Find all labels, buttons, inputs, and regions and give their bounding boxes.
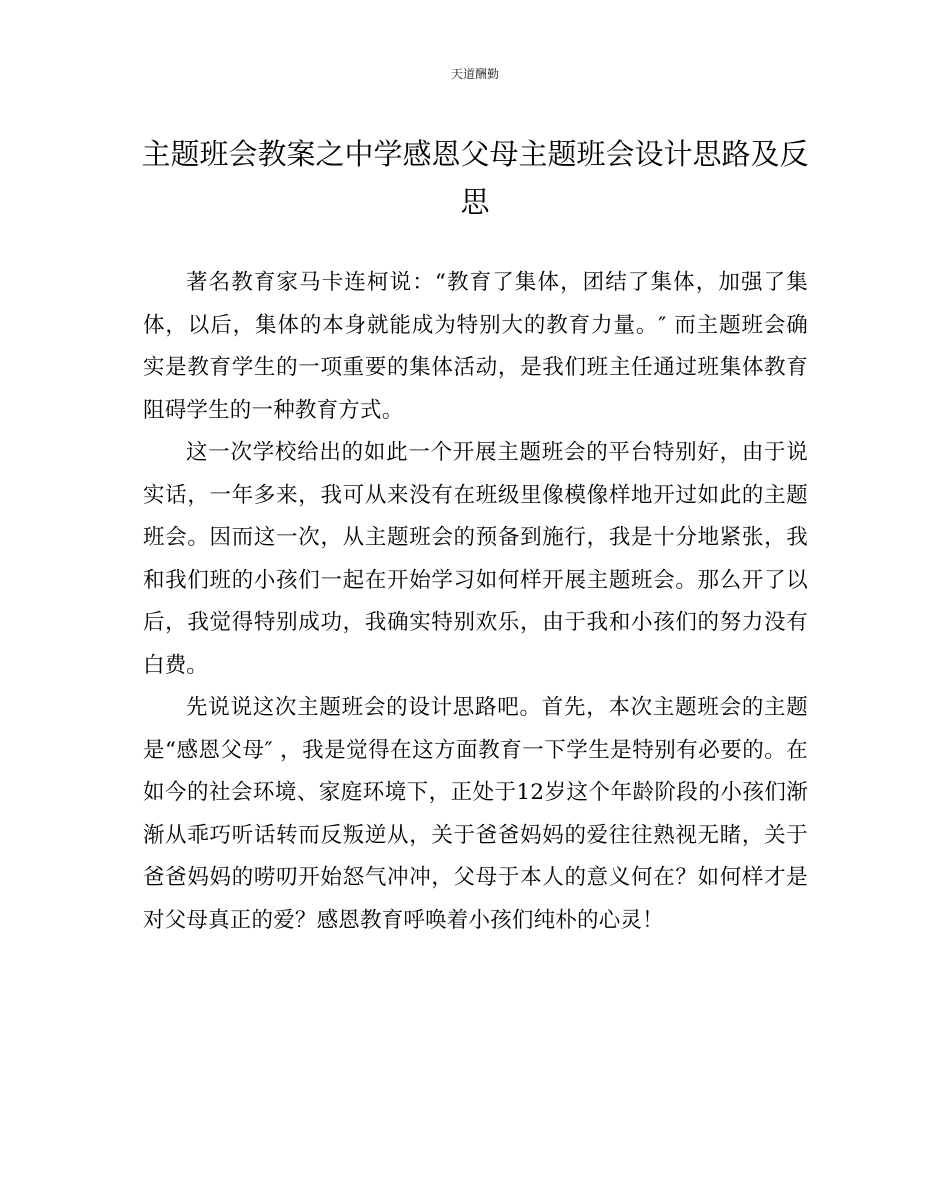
paragraph-1: 著名教育家马卡连柯说：“教育了集体，团结了集体，加强了集体，以后，集体的本身就能成为特别大的教育力量。″ 而主题班会确实是教育学生的一项重要的集体活动，是我们班主任通过班集体教育阻碍学生的一种教育方式。: [143, 270, 808, 423]
paragraph-2: 这一次学校给出的如此一个开展主题班会的平台特别好，由于说实话，一年多来，我可从来没有在班级里像模像样地开过如此的主题班会。因而这一次，从主题班会的预备到施行，我是十分地紧张，我和我们班的小孩们一起在开始学习如何样开展主题班会。那么开了以后，我觉得特别成功，我确实特别欢乐，由于我和小孩们的努力没有白费。: [143, 440, 808, 678]
document-title: 主题班会教案之中学感恩父母主题班会设计思路及反思: [141, 137, 809, 219]
paragraph-3: 先说说这次主题班会的设计思路吧。首先，本次主题班会的主题是“感恩父母″ ，我是觉得在这方面教育一下学生是特别有必要的。在如今的社会环境、家庭环境下，正处于12岁这个年龄阶段的小孩们渐渐从乖巧听话转而反叛逆从，关于爸爸妈妈的爱往往熟视无睹，关于爸爸妈妈的唠叨开始怒气冲冲，父母于本人的意义何在？如何样才是对父母真正的爱？感恩教育呼唤着小孩们纯朴的心灵！: [143, 695, 808, 933]
page-header: 天道酬勤: [450, 67, 499, 81]
document-body: [143, 262, 808, 942]
